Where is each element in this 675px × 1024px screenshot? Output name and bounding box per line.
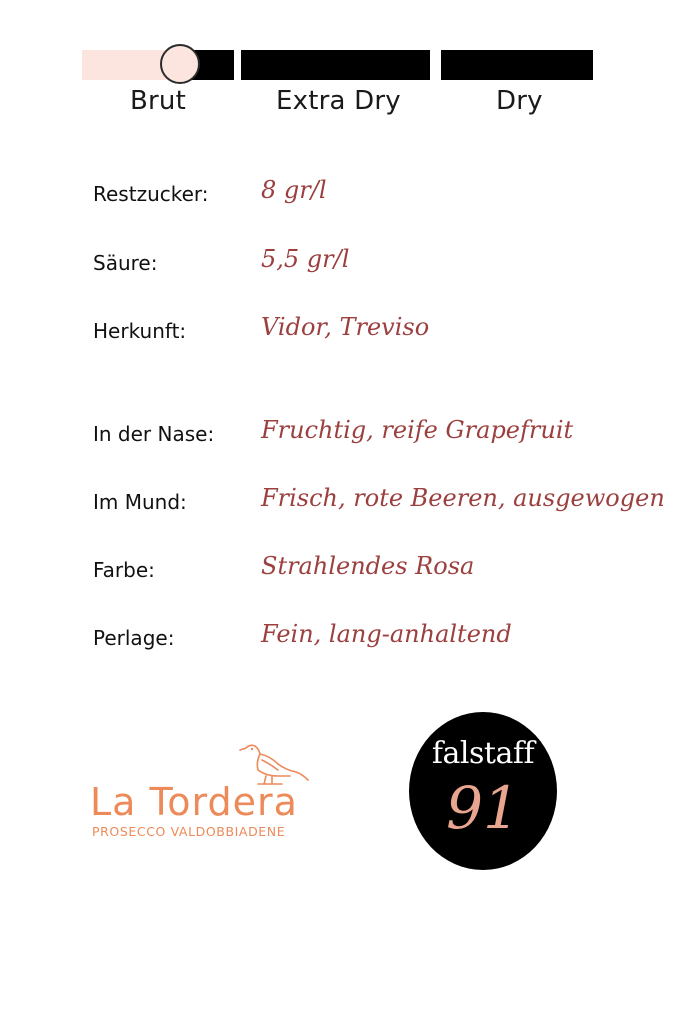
spec-row-nase <box>93 416 653 462</box>
spec-row-farbe <box>93 552 653 598</box>
spec-label: Farbe: <box>93 558 155 582</box>
spec-label: Herkunft: <box>93 319 187 343</box>
spec-row-saeure <box>93 245 653 291</box>
scale-segment-dry <box>441 50 593 80</box>
spec-label: Perlage: <box>93 626 175 650</box>
spec-row-perlage <box>93 620 653 666</box>
spec-value: Fruchtig, reife Grapefruit <box>261 416 574 444</box>
spec-value: Fein, lang-anhaltend <box>261 620 512 648</box>
spec-label: In der Nase: <box>93 422 215 446</box>
falstaff-badge <box>409 712 557 870</box>
spec-value: 8 gr/l <box>261 176 327 204</box>
sweetness-scale <box>0 0 675 130</box>
spec-value: 5,5 gr/l <box>261 245 350 273</box>
scale-label-extra-dry: Extra Dry <box>276 86 401 116</box>
spec-label: Restzucker: <box>93 182 209 206</box>
scale-label-brut: Brut <box>130 86 186 116</box>
spec-row-herkunft <box>93 313 653 359</box>
spec-value: Frisch, rote Beeren, ausgewogen <box>261 484 665 512</box>
badge-name: falstaff <box>431 736 535 771</box>
spec-value: Vidor, Treviso <box>261 313 430 341</box>
spec-value: Strahlendes Rosa <box>261 552 475 580</box>
brand-name: La Tordera <box>90 780 298 824</box>
spec-row-mund <box>93 484 665 530</box>
scale-marker <box>160 44 200 84</box>
scale-label-dry: Dry <box>496 86 543 116</box>
spec-label: Säure: <box>93 251 158 275</box>
badge-score: 91 <box>446 774 520 842</box>
scale-segment-extra-dry <box>241 50 430 80</box>
spec-row-restzucker <box>93 176 653 222</box>
brand-subtitle: PROSECCO VALDOBBIADENE <box>92 824 286 839</box>
spec-label: Im Mund: <box>93 490 187 514</box>
la-tordera-logo <box>90 738 330 848</box>
